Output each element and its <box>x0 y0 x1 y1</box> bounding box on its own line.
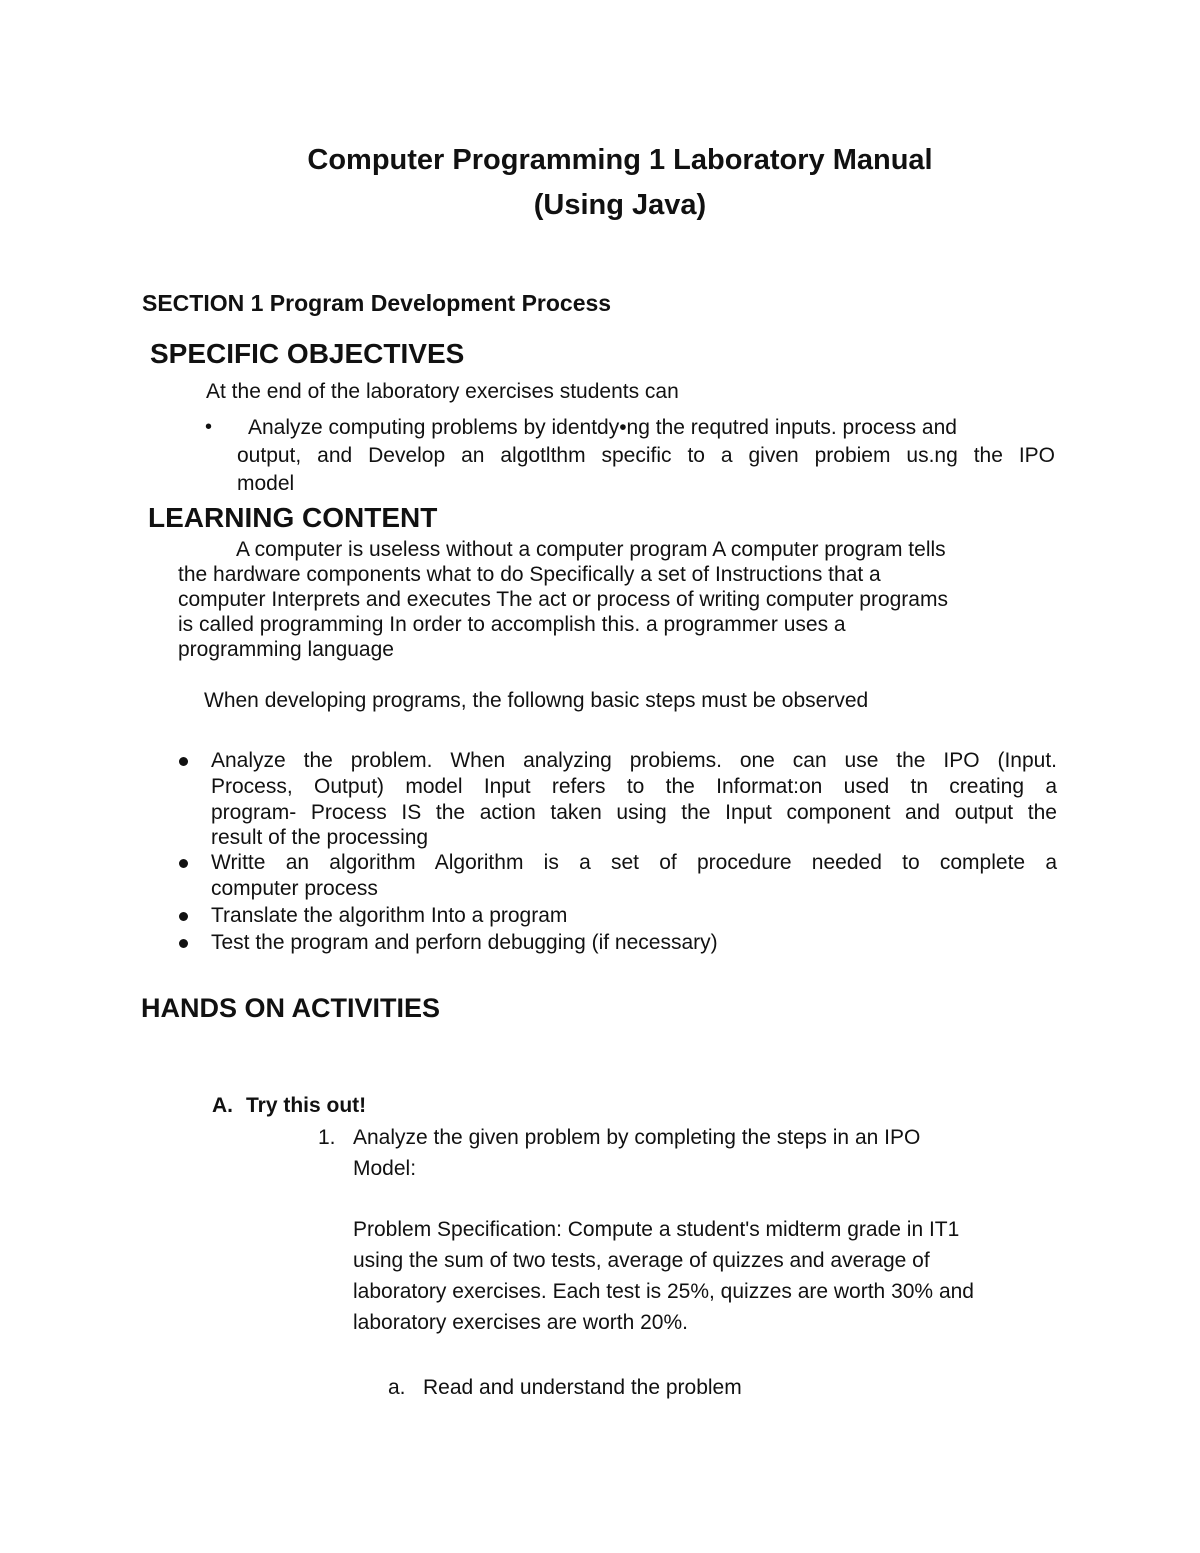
hands-on-heading: HANDS ON ACTIVITIES <box>141 993 441 1023</box>
step-line: Test the program and perforn debugging (if necessary) <box>211 931 718 954</box>
learning-paragraph-line: computer Interprets and executes The act or process of writing computer programs <box>178 588 948 611</box>
section-heading: SECTION 1 Program Development Process <box>142 290 612 316</box>
step-line: Process, Output) model Input refers to the Informat:on used tn creating a <box>211 775 1057 798</box>
objectives-bullet-line: Analyze computing problems by identdy•ng the requtred inputs. process and <box>248 416 957 439</box>
learning-paragraph-line: A computer is useless without a computer program A computer program tells <box>236 538 946 561</box>
step-line: computer process <box>211 877 378 900</box>
bullet-dot-icon <box>179 757 188 766</box>
objectives-intro: At the end of the laboratory exercises students can <box>206 380 679 403</box>
problem-line: laboratory exercises. Each test is 25%, quizzes are worth 30% and <box>353 1280 974 1303</box>
problem-line: using the sum of two tests, average of quizzes and average of <box>353 1249 930 1272</box>
learning-heading: LEARNING CONTENT <box>148 502 438 533</box>
learning-paragraph-line: programming language <box>178 638 394 661</box>
objectives-bullet-line: output, and Develop an algotlthm specific to a given probiem us.ng the IPO <box>237 444 1055 467</box>
sub-item-label: a. <box>388 1376 406 1399</box>
document-title-line-1: Computer Programming 1 Laboratory Manual <box>307 144 933 176</box>
step-line: program- Process IS the action taken using the Input component and output the <box>211 801 1057 824</box>
problem-line: laboratory exercises are worth 20%. <box>353 1311 688 1334</box>
step-line: result of the processing <box>211 826 429 849</box>
bullet-dot-icon <box>179 939 188 948</box>
bullet-dot-icon <box>179 859 188 868</box>
document-title-line-2: (Using Java) <box>533 189 707 221</box>
sub-item-text: Read and understand the problem <box>423 1376 742 1399</box>
part-title: Try this out! <box>246 1094 367 1117</box>
steps-intro: When developing programs, the followng basic steps must be observed <box>204 689 869 712</box>
item-line: Analyze the given problem by completing the steps in an IPO <box>353 1126 921 1149</box>
part-label: A. <box>212 1094 233 1117</box>
step-line: Writte an algorithm Algorithm is a set of procedure needed to complete a <box>211 851 1057 874</box>
learning-paragraph-line: is called programming In order to accomplish this. a programmer uses a <box>178 613 846 636</box>
bullet-dot-icon <box>179 912 188 921</box>
objectives-bullet-icon: • <box>205 416 213 438</box>
learning-paragraph-line: the hardware components what to do Specifically a set of Instructions that a <box>178 563 881 586</box>
item-line: Model: <box>353 1157 417 1180</box>
step-line: Analyze the problem. When analyzing probiems. one can use the IPO (Input. <box>211 749 1057 772</box>
step-line: Translate the algorithm Into a program <box>211 904 568 927</box>
objectives-heading: SPECIFIC OBJECTIVES <box>150 338 465 369</box>
problem-line: Problem Specification: Compute a student's midterm grade in IT1 <box>353 1218 960 1241</box>
objectives-bullet-line: model <box>237 472 295 495</box>
item-number: 1. <box>318 1126 336 1149</box>
